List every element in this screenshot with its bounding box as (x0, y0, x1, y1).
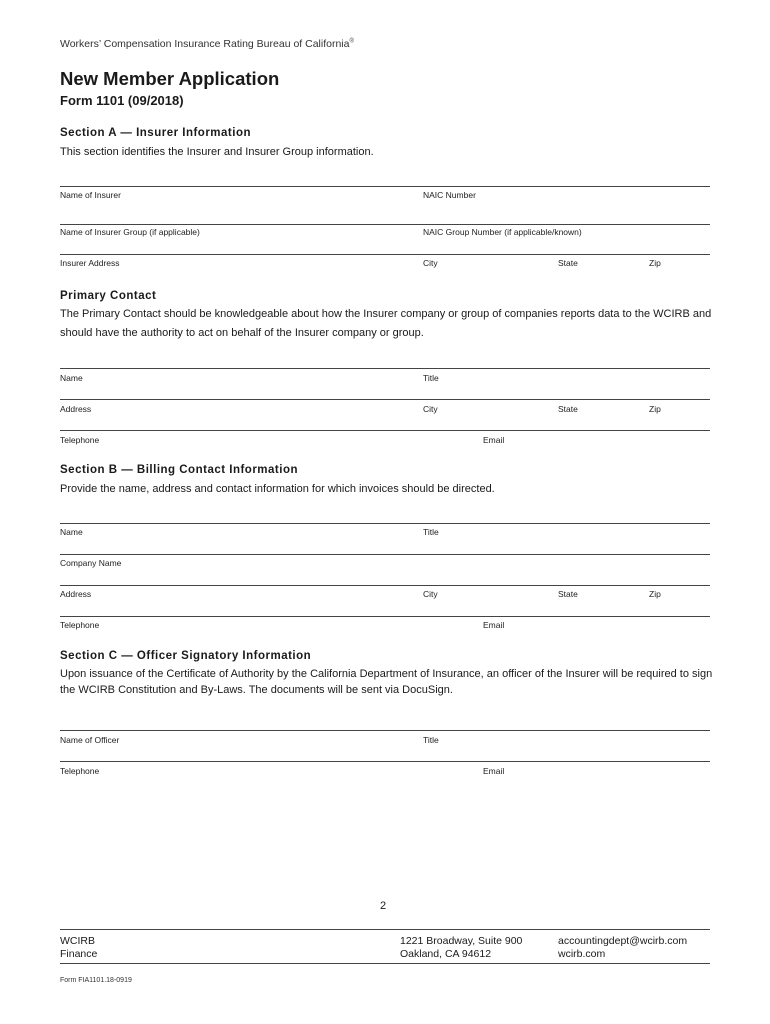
label-zip: Zip (649, 258, 661, 268)
divider (60, 224, 710, 225)
label-telephone: Telephone (60, 620, 100, 630)
primary-contact-name-input[interactable] (60, 385, 410, 399)
primary-contact-description: The Primary Contact should be knowledgeable about how the Insurer company or group of companies reports data to the WCIRB and should have the authority to act on behalf of the Insurer company or group. (60, 308, 712, 339)
label-title: Title (423, 527, 439, 537)
section-b-description: Provide the name, address and contact information for which invoices should be directed. (60, 483, 495, 495)
header-org-name: Workers’ Compensation Insurance Rating Bureau of California® (60, 38, 354, 50)
label-telephone: Telephone (60, 435, 100, 445)
primary-contact-zip-input[interactable] (649, 416, 709, 430)
footer-address (400, 935, 522, 961)
name-of-insurer-input[interactable] (60, 204, 410, 218)
billing-address-input[interactable] (60, 601, 410, 615)
billing-email-input[interactable] (483, 632, 708, 646)
primary-contact-address-input[interactable] (60, 416, 410, 430)
primary-contact-title-input[interactable] (423, 385, 703, 399)
insurer-group-input[interactable] (60, 239, 410, 253)
divider (60, 368, 710, 369)
label-address: Address (60, 404, 92, 414)
label-email: Email (483, 766, 505, 776)
divider (60, 616, 710, 617)
section-c-description: Upon issuance of the Certificate of Authority by the California Department of Insurance, an officer of the Insurer will be required to sign the WCIRB Constitution and By-Laws. The documents will be sent via DocuSign. (60, 668, 713, 696)
label-insurer-address: Insurer Address (60, 258, 120, 268)
page-number: 2 (380, 900, 387, 912)
footer-website-link[interactable]: wcirb.com (558, 948, 606, 960)
label-state: State (558, 404, 578, 414)
form-code: Form FIA1101.18-0919 (60, 977, 132, 984)
label-name: Name (60, 527, 83, 537)
footer-department (60, 935, 97, 961)
label-telephone: Telephone (60, 766, 100, 776)
section-c-heading: Section C — Officer Signatory Information (60, 650, 312, 662)
billing-city-input[interactable] (423, 601, 548, 615)
label-zip: Zip (649, 404, 661, 414)
label-address: Address (60, 589, 92, 599)
billing-telephone-input[interactable] (60, 632, 460, 646)
label-state: State (558, 589, 578, 599)
footer-email-link[interactable]: accountingdept@wcirb.com (558, 935, 688, 947)
label-email: Email (483, 620, 505, 630)
footer-dept-line2: Finance (60, 948, 98, 960)
section-a-description: This section identifies the Insurer and Insurer Group information. (60, 146, 374, 158)
footer-dept-line1: WCIRB (60, 935, 95, 947)
label-city: City (423, 404, 438, 414)
officer-title-input[interactable] (423, 747, 703, 761)
label-name-of-officer: Name of Officer (60, 735, 120, 745)
officer-name-input[interactable] (60, 747, 410, 761)
label-city: City (423, 258, 438, 268)
naic-number-input[interactable] (423, 204, 703, 218)
footer-divider-bottom (60, 963, 710, 964)
label-insurer-group: Name of Insurer Group (if applicable) (60, 227, 200, 237)
primary-contact-email-input[interactable] (483, 447, 708, 461)
billing-state-input[interactable] (558, 601, 638, 615)
section-b-heading: Section B — Billing Contact Information (60, 464, 298, 476)
insurer-state-input[interactable] (558, 270, 638, 284)
footer-address-line1: 1221 Broadway, Suite 900 (400, 935, 523, 947)
label-title: Title (423, 373, 439, 383)
label-title: Title (423, 735, 439, 745)
footer-contact (558, 935, 687, 961)
form-number: Form 1101 (09/2018) (60, 93, 184, 108)
naic-group-number-input[interactable] (423, 239, 703, 253)
divider (60, 186, 710, 187)
officer-email-input[interactable] (483, 778, 708, 792)
primary-contact-heading: Primary Contact (60, 290, 157, 302)
billing-name-input[interactable] (60, 539, 410, 553)
divider (60, 554, 710, 555)
insurer-city-input[interactable] (423, 270, 548, 284)
divider (60, 730, 710, 731)
section-a-heading: Section A — Insurer Information (60, 127, 251, 139)
registered-mark: ® (349, 38, 354, 45)
insurer-zip-input[interactable] (649, 270, 709, 284)
label-state: State (558, 258, 578, 268)
billing-zip-input[interactable] (649, 601, 709, 615)
insurer-address-input[interactable] (60, 270, 410, 284)
label-email: Email (483, 435, 505, 445)
billing-company-name-input[interactable] (60, 570, 700, 584)
label-naic-group-number: NAIC Group Number (if applicable/known) (423, 227, 582, 237)
primary-contact-telephone-input[interactable] (60, 447, 460, 461)
primary-contact-state-input[interactable] (558, 416, 638, 430)
label-company-name: Company Name (60, 558, 122, 568)
divider (60, 254, 710, 255)
divider (60, 399, 710, 400)
divider (60, 761, 710, 762)
label-zip: Zip (649, 589, 661, 599)
label-name: Name (60, 373, 83, 383)
divider (60, 585, 710, 586)
divider (60, 430, 710, 431)
billing-title-input[interactable] (423, 539, 703, 553)
footer-divider-top (60, 929, 710, 930)
primary-contact-city-input[interactable] (423, 416, 548, 430)
page-title: New Member Application (60, 68, 280, 89)
officer-telephone-input[interactable] (60, 778, 460, 792)
footer-address-line2: Oakland, CA 94612 (400, 948, 492, 960)
divider (60, 523, 710, 524)
label-name-of-insurer: Name of Insurer (60, 190, 121, 200)
label-naic-number: NAIC Number (423, 190, 476, 200)
label-city: City (423, 589, 438, 599)
